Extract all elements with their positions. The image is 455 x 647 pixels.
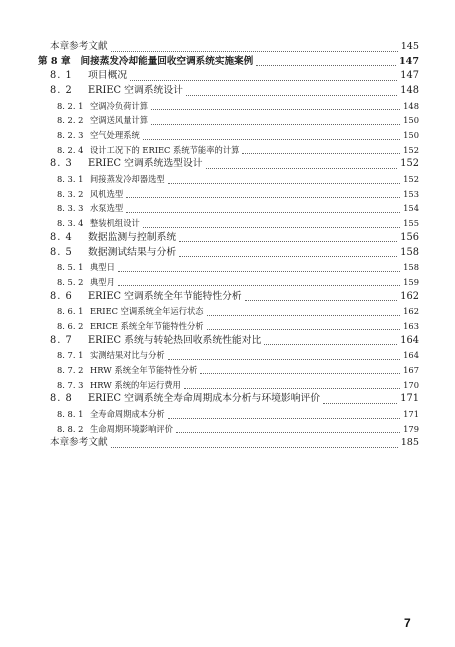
- toc-entry-page: 164: [400, 334, 419, 346]
- toc-entry-page: 171: [400, 393, 419, 405]
- toc-entry-page: 185: [400, 437, 419, 449]
- toc-entry-page: 145: [400, 41, 419, 52]
- toc-entry-title: ERIEC 空调系统选型设计: [88, 158, 203, 170]
- toc-entry-page: 152: [400, 158, 419, 170]
- toc-entry-number: 8. 6: [50, 290, 73, 302]
- toc-chapter-entry[interactable]: [38, 55, 419, 69]
- toc-entry-page: 147: [398, 55, 419, 67]
- toc-dot-leader: [111, 43, 398, 52]
- toc-entry[interactable]: [57, 128, 419, 142]
- toc-entry-title: 典型月: [90, 276, 115, 287]
- toc-entry-page: 167: [403, 364, 419, 375]
- toc-entry-title: 数据测试结果与分析: [88, 246, 177, 258]
- toc-entry-title: 本章参考文献: [50, 437, 108, 449]
- toc-entry-number: 8. 7. 3: [57, 379, 84, 390]
- toc-entry-page: 154: [403, 203, 419, 214]
- toc-entry[interactable]: [50, 231, 419, 245]
- toc-entry-title: 设计工况下的 ERIEC 系统节能率的计算: [90, 144, 240, 155]
- toc-entry[interactable]: [57, 172, 419, 186]
- toc-entry-title: 空气处理系统: [90, 130, 140, 141]
- toc-entry-number: 8. 1: [50, 70, 73, 82]
- toc-entry[interactable]: [50, 290, 419, 304]
- toc-dot-leader: [179, 248, 397, 257]
- toc-entry-number: 8. 8: [50, 393, 73, 405]
- toc-entry-page: 162: [400, 290, 419, 302]
- toc-entry[interactable]: [57, 275, 419, 289]
- toc-dot-leader: [168, 410, 400, 419]
- toc-entry-title: 实测结果对比与分析: [90, 350, 165, 361]
- toc-dot-leader: [186, 87, 397, 96]
- toc-entry[interactable]: [57, 216, 419, 230]
- toc-entry-page: 150: [403, 115, 419, 126]
- toc-entry-title: ERIEC 空调系统设计: [88, 85, 183, 97]
- page-number: 7: [404, 616, 411, 630]
- toc-entry-number: 8. 2. 1: [57, 100, 84, 111]
- toc-entry-page: 158: [403, 262, 419, 273]
- toc-dot-leader: [206, 160, 398, 169]
- toc-dot-leader: [130, 72, 397, 81]
- toc-entry[interactable]: [57, 319, 419, 333]
- toc-entry-title: 风机选型: [90, 188, 124, 199]
- toc-entry[interactable]: [50, 436, 419, 450]
- toc-dot-leader: [126, 189, 400, 198]
- toc-entry[interactable]: [57, 422, 419, 436]
- toc-entry[interactable]: [57, 201, 419, 215]
- toc-entry-title: 整装机组设计: [90, 218, 140, 229]
- toc-entry-number: 8. 6. 2: [57, 320, 84, 331]
- toc-entry-number: 8. 5. 1: [57, 262, 84, 273]
- toc-entry-number: 8. 6. 1: [57, 306, 84, 317]
- toc-entry-page: 159: [403, 276, 419, 287]
- toc-entry[interactable]: [57, 348, 419, 362]
- toc-entry-number: 8. 2. 3: [57, 130, 84, 141]
- toc-dot-leader: [126, 204, 400, 213]
- toc-entry[interactable]: [57, 407, 419, 421]
- toc-entry-title: 典型日: [90, 262, 115, 273]
- toc-entry-number: 8. 2: [50, 85, 73, 97]
- toc-entry-title: 生命周期环境影响评价: [90, 423, 173, 434]
- toc-entry-number: 8. 5: [50, 246, 73, 258]
- toc-entry-page: 147: [400, 70, 419, 82]
- toc-entry-number: 8. 3. 4: [57, 218, 84, 229]
- toc-entry-page: 155: [403, 218, 419, 229]
- toc-entry-title: 数据监测与控制系统: [88, 231, 177, 243]
- toc-entry-number: 8. 2. 2: [57, 115, 84, 126]
- toc-entry-title: ERIEC 系统与转轮热回收系统性能对比: [88, 334, 262, 346]
- toc-entry-number: 8. 5. 2: [57, 276, 84, 287]
- toc-entry-number: 8. 2. 4: [57, 144, 84, 155]
- toc-entry-number: 8. 8. 2: [57, 423, 84, 434]
- toc-entry[interactable]: [57, 143, 419, 157]
- toc-dot-leader: [179, 233, 397, 242]
- toc-dot-leader: [118, 263, 400, 272]
- toc-dot-leader: [184, 380, 400, 389]
- toc-entry-title: ERICE 系统全年节能特性分析: [90, 320, 204, 331]
- toc-entry-number: 8. 7. 1: [57, 350, 84, 361]
- toc-entry[interactable]: [57, 113, 419, 127]
- toc-entry-page: 156: [400, 231, 419, 243]
- toc-dot-leader: [245, 292, 398, 301]
- toc-entry-number: 8. 7: [50, 334, 73, 346]
- toc-entry[interactable]: [57, 260, 419, 274]
- toc-entry-title: ERIEC 空调系统全年运行状态: [90, 306, 204, 317]
- toc-dot-leader: [176, 424, 400, 433]
- toc-entry-number: 8. 8. 1: [57, 409, 84, 419]
- toc-entry-page: 170: [403, 379, 419, 390]
- toc-dot-leader: [168, 175, 400, 184]
- toc-dot-leader: [151, 116, 400, 125]
- toc-entry-title: HRW 系统全年节能特性分析: [90, 364, 198, 375]
- toc-entry-title: 本章参考文献: [50, 41, 108, 52]
- toc-entry[interactable]: [50, 69, 419, 83]
- toc-dot-leader: [256, 57, 396, 66]
- toc-entry-number: 8. 3. 3: [57, 203, 84, 214]
- toc-entry[interactable]: [50, 84, 419, 98]
- toc-entry-title: 空调送风量计算: [90, 115, 149, 126]
- toc-entry[interactable]: [50, 157, 419, 171]
- toc-entry-title: 水泵选型: [90, 203, 124, 214]
- toc-entry-page: 148: [400, 85, 419, 97]
- toc-entry[interactable]: [57, 363, 419, 377]
- toc-entry-title: 间接蒸发冷却器选型: [90, 174, 165, 185]
- toc-entry-number: 8. 7. 2: [57, 364, 84, 375]
- toc-dot-leader: [143, 219, 400, 228]
- toc-entry-title: ERIEC 空调系统全寿命周期成本分析与环境影响评价: [88, 393, 321, 405]
- toc-entry[interactable]: [50, 40, 419, 54]
- toc-entry[interactable]: [57, 378, 419, 392]
- toc-entry-title: 间接蒸发冷却能量回收空调系统实施案例: [80, 55, 254, 67]
- toc-entry-title: 项目概况: [88, 70, 128, 82]
- toc-dot-leader: [264, 336, 397, 345]
- toc-entry-title: 全寿命周期成本分析: [90, 409, 165, 419]
- toc-entry-page: 179: [403, 423, 419, 434]
- toc-entry[interactable]: [50, 334, 419, 348]
- toc-entry-number: 8. 4: [50, 231, 73, 243]
- toc-entry-page: 158: [400, 246, 419, 258]
- toc-entry-page: 153: [403, 188, 419, 199]
- toc-entry[interactable]: [57, 304, 419, 318]
- toc-dot-leader: [111, 439, 398, 448]
- toc-entry-page: 152: [403, 174, 419, 185]
- toc-dot-leader: [323, 395, 397, 404]
- toc-entry-page: 152: [403, 144, 419, 155]
- toc-dot-leader: [200, 365, 400, 374]
- toc-dot-leader: [118, 277, 400, 286]
- toc-entry[interactable]: [57, 187, 419, 201]
- toc-entry-page: 164: [403, 350, 419, 361]
- toc-entry-page: 162: [403, 306, 419, 317]
- toc-entry[interactable]: [57, 99, 419, 113]
- toc-dot-leader: [207, 307, 401, 316]
- toc-entry-number: 8. 3. 1: [57, 174, 84, 185]
- toc-entry-page: 148: [403, 100, 419, 111]
- toc-dot-leader: [207, 321, 401, 330]
- toc-entry-number: 8. 3. 2: [57, 188, 84, 199]
- toc-entry-title: ERIEC 空调系统全年节能特性分析: [88, 290, 242, 302]
- toc-dot-leader: [242, 145, 400, 154]
- toc-dot-leader: [143, 131, 400, 140]
- toc-dot-leader: [168, 351, 400, 360]
- toc-entry-page: 171: [403, 409, 419, 419]
- toc-dot-leader: [151, 101, 400, 110]
- toc-entry-page: 150: [403, 130, 419, 141]
- toc-entry-page: 163: [403, 320, 419, 331]
- toc-entry[interactable]: [50, 246, 419, 260]
- toc-entry[interactable]: [50, 392, 419, 406]
- toc-entry-number: 第 8 章: [38, 55, 71, 67]
- toc-entry-number: 8. 3: [50, 158, 73, 170]
- toc-entry-title: 空调冷负荷计算: [90, 100, 149, 111]
- toc-entry-title: HRW 系统的年运行费用: [90, 379, 181, 390]
